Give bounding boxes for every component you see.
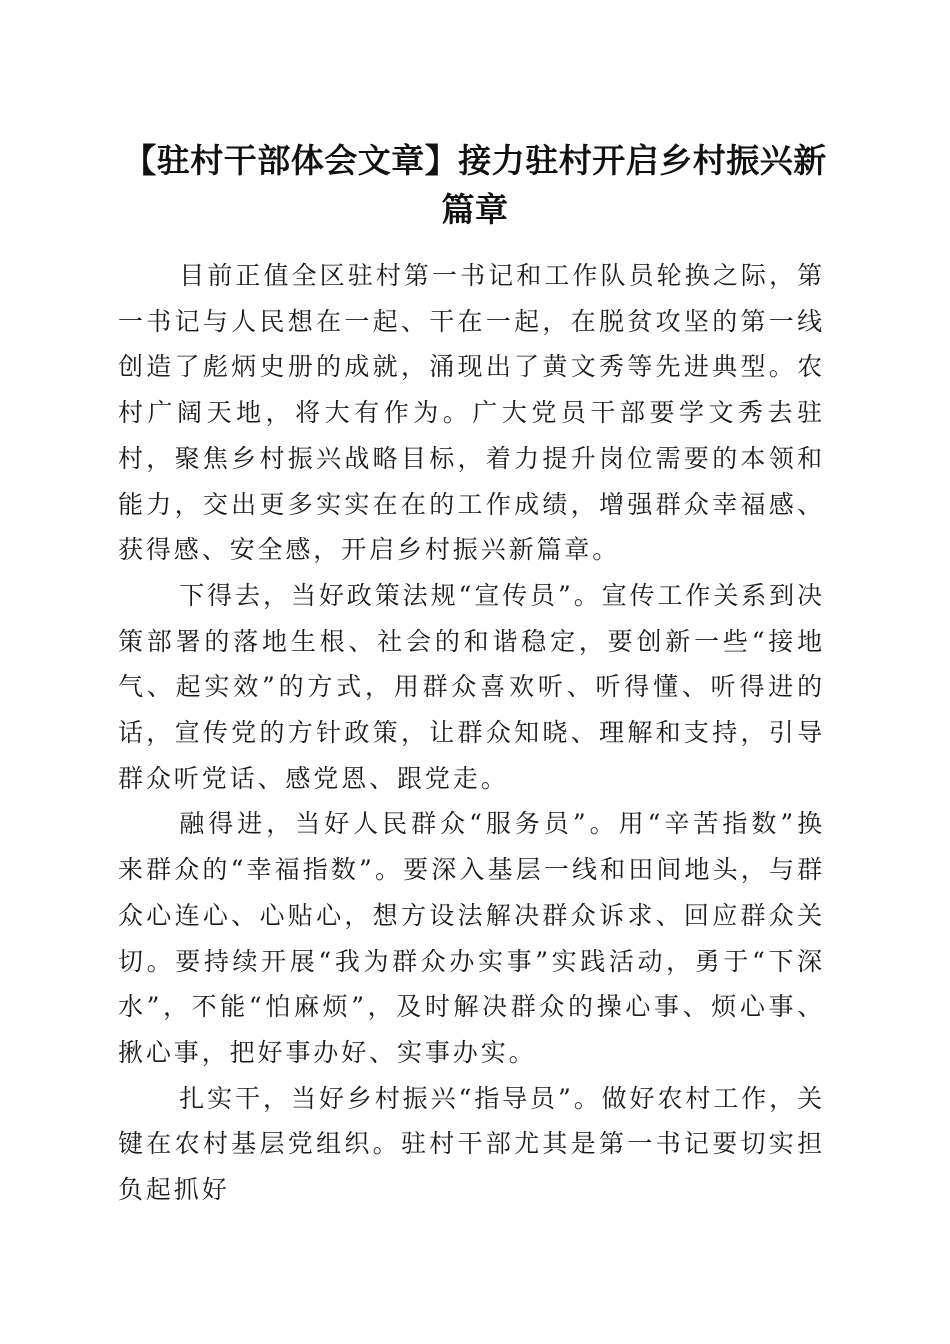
- paragraph-intro: 目前正值全区驻村第一书记和工作队员轮换之际，第一书记与人民想在一起、干在一起，在脱贫攻坚的第一线创造了彪炳史册的成就，涌现出了黄文秀等先进典型。农村广阔天地，将大有作为。广大党员干部要学文秀去驻村，聚焦乡村振兴战略目标，着力提升岗位需要的本领和能力，交出更多实实在在的工作成绩，增强群众幸福感、获得感、安全感，开启乡村振兴新篇章。: [118, 261, 825, 565]
- paragraph-service: 融得进，当好人民群众“服务员”。用“辛苦指数”换来群众的“幸福指数”。要深入基层一线和田间地头，与群众心连心、心贴心，想方设法解决群众诉求、回应群众关切。要持续开展“我为群众办实事”实践活动，勇于“下深水”，不能“怕麻烦”，及时解决群众的操心事、烦心事、揪心事，把好事办好、实事办实。: [118, 809, 825, 1067]
- paragraph-publicity: 下得去，当好政策法规“宣传员”。宣传工作关系到决策部署的落地生根、社会的和谐稳定，要创新一些“接地气、起实效”的方式，用群众喜欢听、听得懂、听得进的话，宣传党的方针政策，让群众知晓、理解和支持，引导群众听党话、感党恩、跟党走。: [118, 580, 825, 793]
- document-body: [118, 253, 825, 1213]
- document-title: 【驻村干部体会文章】接力驻村开启乡村振兴新篇章: [123, 141, 827, 229]
- paragraph-guidance: 扎实干，当好乡村振兴“指导员”。做好农村工作，关键在农村基层党组织。驻村干部尤其是第一书记要切实担负起抓好: [118, 1083, 825, 1205]
